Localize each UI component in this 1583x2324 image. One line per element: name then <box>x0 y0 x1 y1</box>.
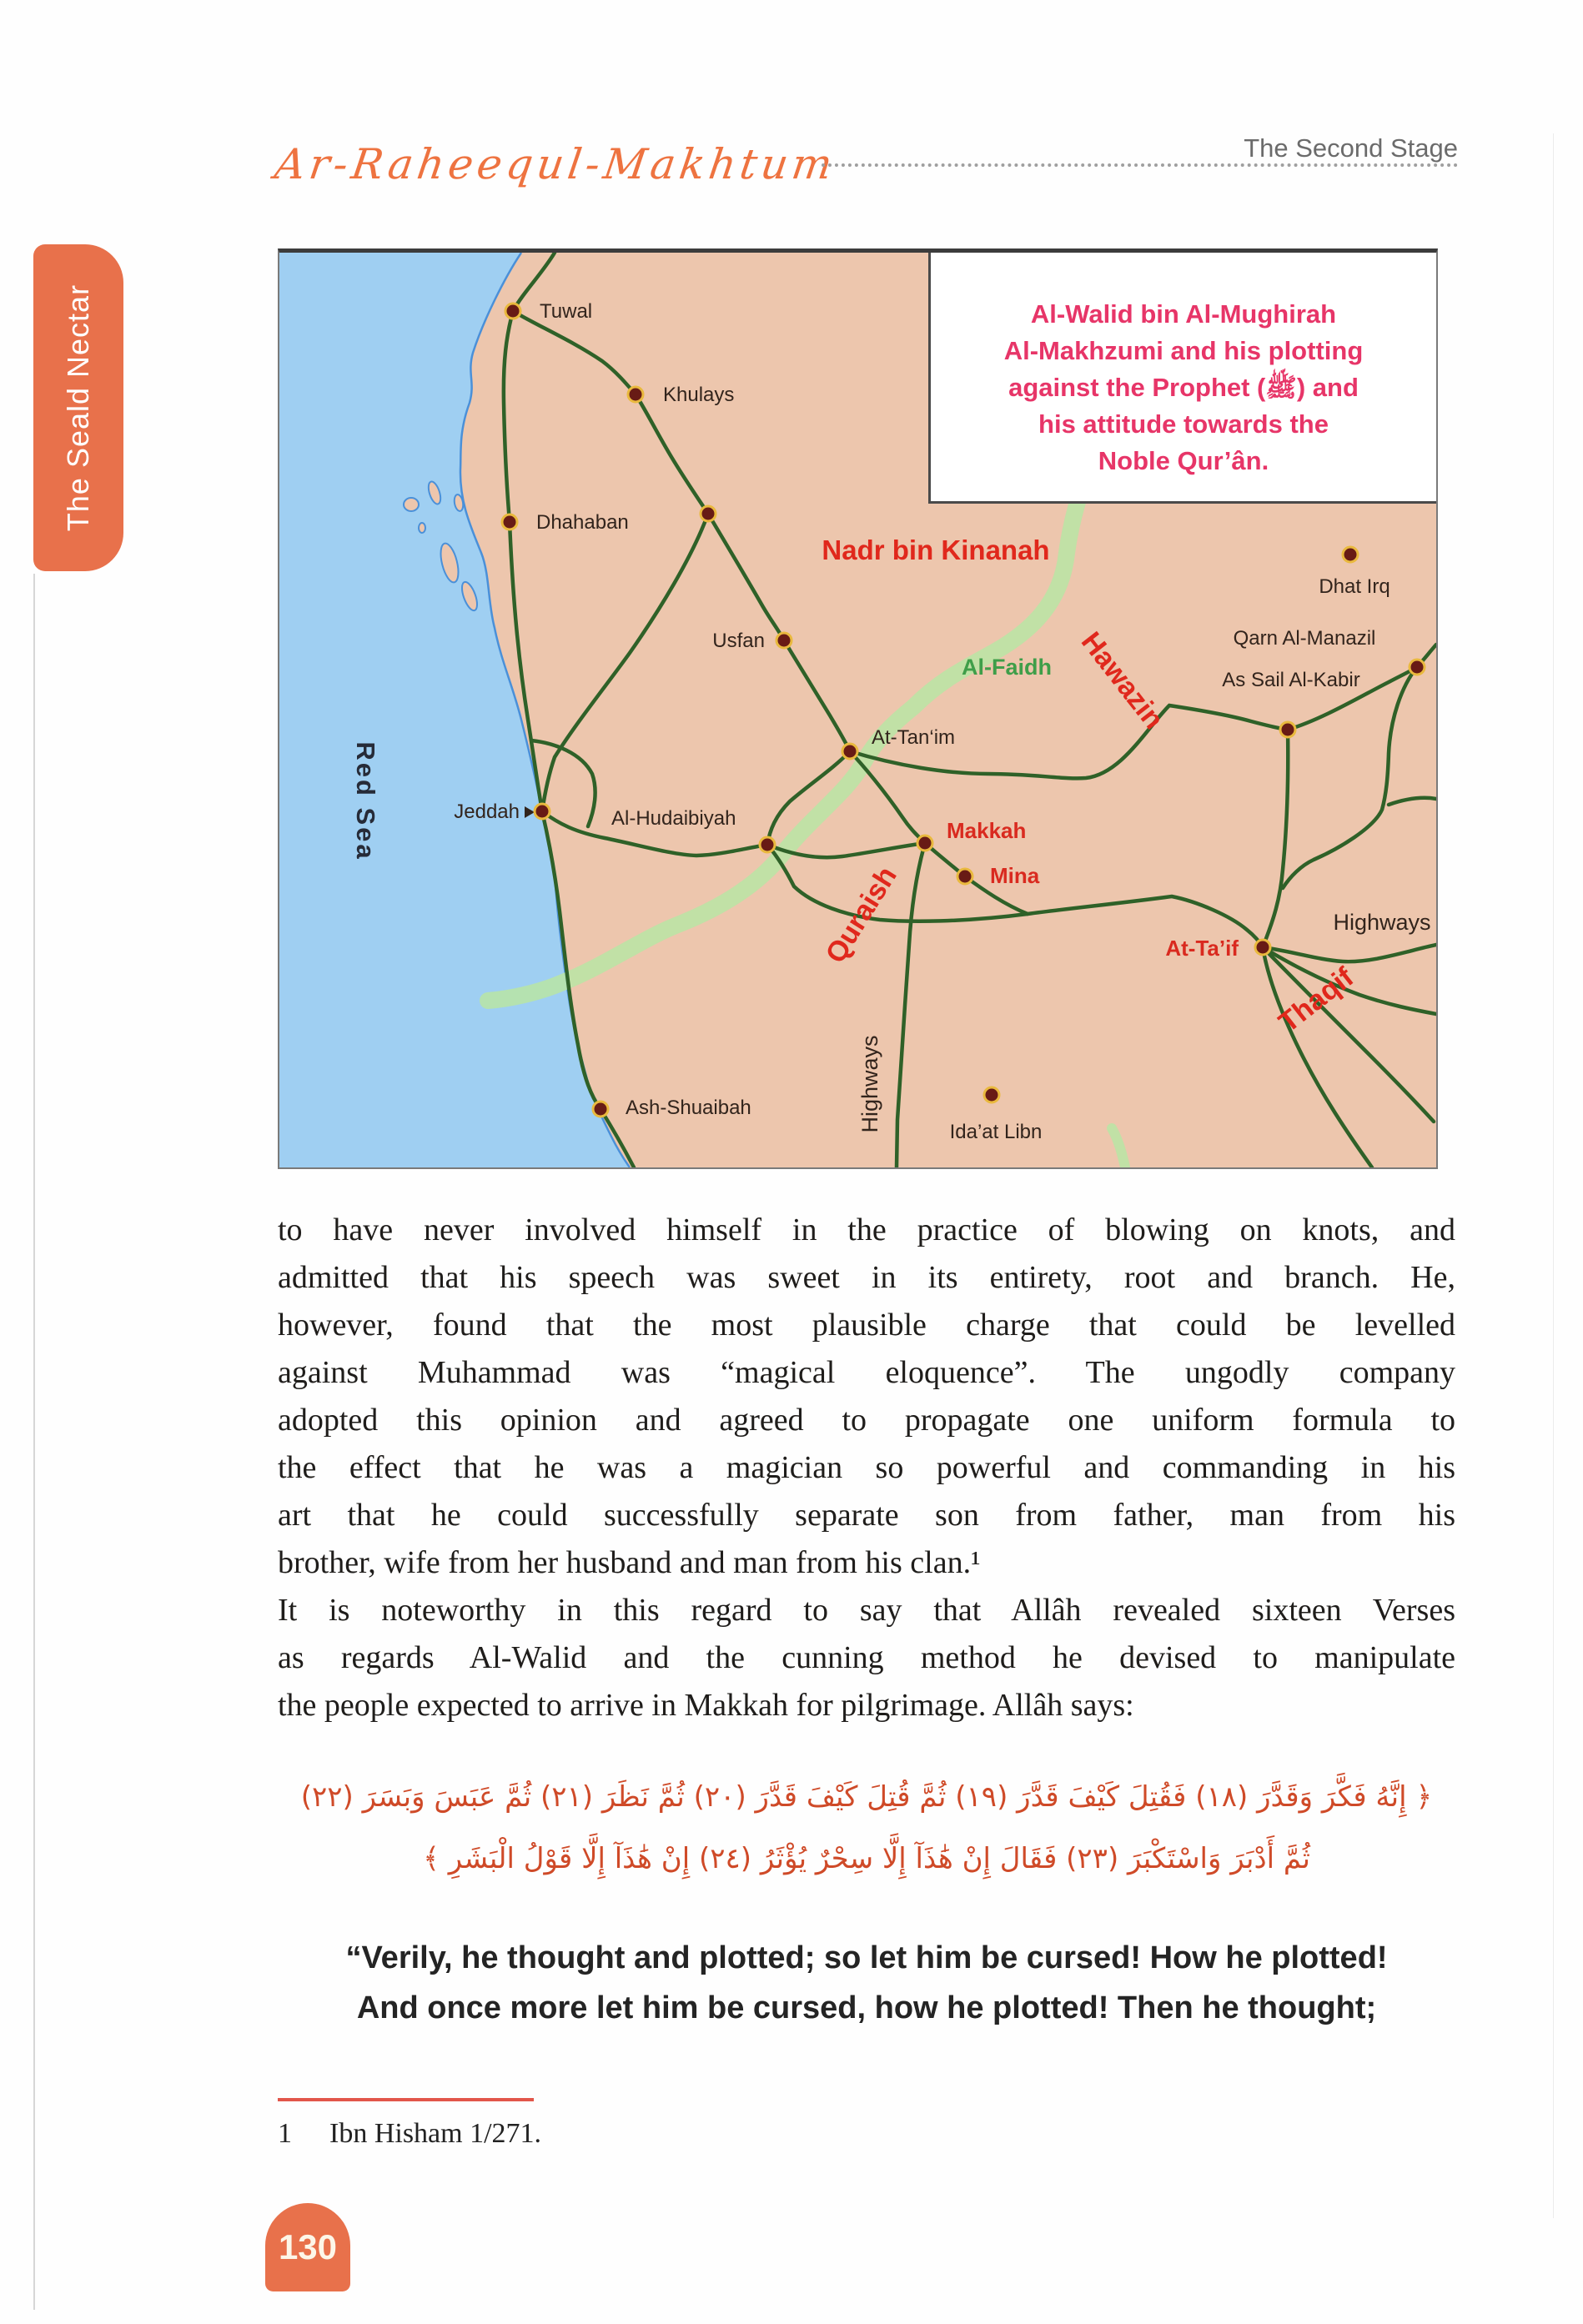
body-text-line: the people expected to arrive in Makkah for pilgrimage. Allâh says: <box>278 1688 1134 1723</box>
place-label: Mina <box>990 863 1040 888</box>
place-label: Al-Hudaibiyah <box>611 807 736 830</box>
quran-verse-line: ثُمَّ أَدْبَرَ وَاسْتَكْبَرَ (٢٣) فَقَالَ إِنْ هَٰذَآ إِلَّا سِحْرٌ يُؤْثَرُ (٢٤) إِنْ هَٰذَآ إِلَّا قَوْلُ الْبَشَرِ ﴾ <box>423 1842 1310 1875</box>
region-map <box>278 248 1438 1169</box>
body-text-line: to have never involved himself in the practice of blowing on knots, and <box>278 1212 1455 1247</box>
region-label: Quraish <box>819 861 903 969</box>
town-dot <box>593 1102 608 1117</box>
body-paragraphs <box>278 1207 1455 1729</box>
map-title-line: Al-Walid bin Al-Mughirah <box>1030 299 1337 329</box>
town-dot <box>1343 547 1358 562</box>
region-label: Al-Faidh <box>962 655 1052 680</box>
footnote-marker: 1 <box>278 2118 292 2149</box>
town-dot <box>502 514 517 530</box>
region-label: Highways <box>857 1035 882 1133</box>
map-title-line: Al-Makhzumi and his plotting <box>1003 336 1364 365</box>
footnote-text: Ibn Hisham 1/271. <box>329 2118 542 2149</box>
body-text-line: however, found that the most plausible charge that could be levelled <box>278 1308 1455 1343</box>
map-title-line: his attitude towards the <box>1038 409 1329 439</box>
page-edge-line <box>33 574 35 2310</box>
body-text-line: the effect that he was a magician so powerful and commanding in his <box>278 1450 1455 1485</box>
place-label: At-Ta’if <box>1165 936 1239 961</box>
quran-verse-line: ﴿ إِنَّهُ فَكَّرَ وَقَدَّرَ (١٨) فَقُتِلَ كَيْفَ قَدَّرَ (١٩) ثُمَّ قُتِلَ كَيْفَ قَدَّرَ (٢٠) ثُمَّ نَظَرَ (٢١) ثُمَّ عَبَسَ وَبَسَرَ (٢٢) <box>300 1780 1433 1814</box>
book-title-script: Ar-Raheequl-Makhtum <box>271 140 840 188</box>
place-label: Khulays <box>663 384 735 406</box>
place-label: Ash-Shuaibah <box>626 1097 751 1119</box>
region-label: Hawazin <box>1074 625 1170 735</box>
town-dot <box>535 804 550 819</box>
body-text-line: as regards Al-Walid and the cunning method he devised to manipulate <box>278 1640 1455 1675</box>
map-title-box <box>928 253 1436 504</box>
town-dot <box>1255 940 1270 955</box>
map-title-line: Noble Qur’ân. <box>1098 446 1269 475</box>
body-text-line: against Muhammad was “magical eloquence”. The ungodly company <box>278 1355 1455 1390</box>
town-dot <box>1410 660 1425 675</box>
edge-tab <box>33 244 123 571</box>
map-title-line: against the Prophet (ﷺ) and <box>1008 373 1359 402</box>
footnote-rule <box>278 2098 534 2101</box>
place-label: Makkah <box>947 818 1027 843</box>
town-dot <box>760 837 775 852</box>
quran-verse <box>278 1766 1455 1890</box>
body-text-line: art that he could successfully separate son from father, man from his <box>278 1498 1455 1533</box>
place-label: As Sail Al-Kabir <box>1222 669 1360 691</box>
page-number: 130 <box>278 2227 338 2266</box>
town-dot <box>917 836 932 851</box>
body-text-line: brother, wife from her husband and man from his clan.¹ <box>278 1545 981 1580</box>
town-dot <box>505 304 520 319</box>
region-label: Nadr bin Kinanah <box>822 535 1050 565</box>
place-label: Jeddah <box>454 801 520 823</box>
header-dotted-rule <box>822 163 1458 167</box>
town-dot <box>957 869 972 884</box>
page-number-badge <box>265 2203 350 2291</box>
translation-line: And once more let him be cursed, how he plotted! Then he thought; <box>356 1990 1377 2025</box>
town-dot <box>842 744 857 759</box>
footnote <box>278 2118 1028 2150</box>
edge-tab-label: The Seald Nectar <box>61 284 95 532</box>
town-dot <box>628 387 643 402</box>
town-dot <box>1280 722 1295 737</box>
body-text-line: admitted that his speech was sweet in its entirety, root and branch. He, <box>278 1260 1455 1295</box>
place-label: Ida’at Libn <box>949 1121 1043 1143</box>
body-text-line: adopted this opinion and agreed to propagate one uniform formula to <box>278 1403 1455 1438</box>
place-label: Qarn Al-Manazil <box>1233 627 1376 650</box>
translation-line: “Verily, he thought and plotted; so let him be cursed! How he plotted! <box>345 1940 1388 1975</box>
place-label: At-Tan‘im <box>872 726 956 749</box>
place-label: Dhahaban <box>536 511 629 534</box>
region-label: Highways <box>1333 910 1431 935</box>
town-dot <box>701 506 716 521</box>
place-label: Usfan <box>712 630 765 652</box>
body-text-line: It is noteworthy in this regard to say that Allâh revealed sixteen Verses <box>278 1593 1455 1628</box>
region-label: Thaqif <box>1273 961 1360 1039</box>
place-label: Tuwal <box>540 300 593 323</box>
region-label: Red Sea <box>351 741 380 861</box>
section-title: The Second Stage <box>1244 133 1458 163</box>
place-label: Dhat Irq <box>1319 575 1390 598</box>
town-dot <box>776 633 792 648</box>
scan-edge-line <box>1553 133 1554 2218</box>
town-dot <box>984 1087 999 1102</box>
verse-translation <box>278 1933 1455 2033</box>
